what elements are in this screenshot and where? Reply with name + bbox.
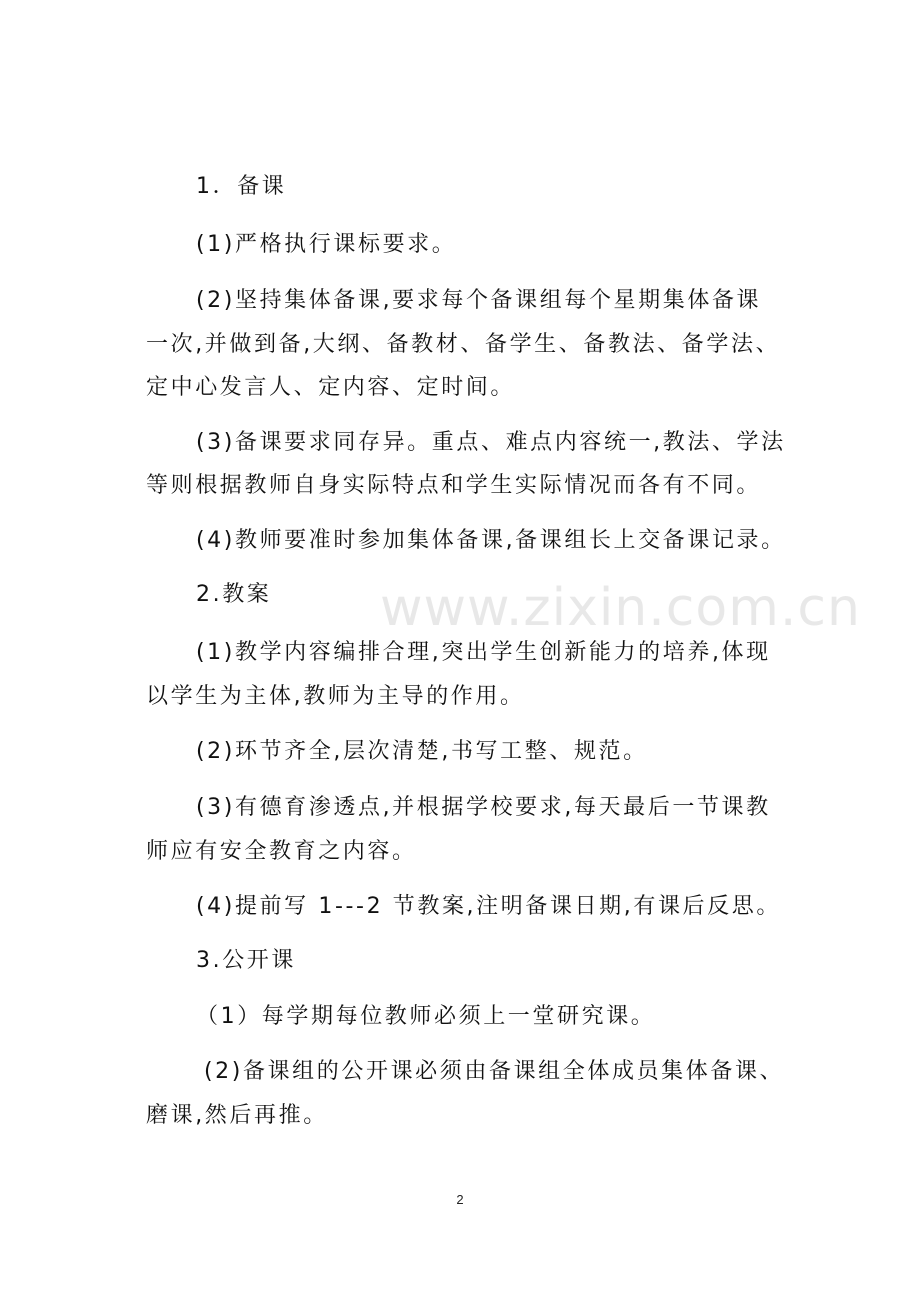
paragraph-line: (2)坚持集体备课,要求每个备课组每个星期集体备课	[196, 288, 762, 313]
paragraph-line: 一次,并做到备,大纲、备教材、备学生、备教法、备学法、	[146, 332, 781, 357]
paragraph-line: (3)备课要求同存异。重点、难点内容统一,教法、学法	[196, 430, 786, 455]
section-heading-2: 2.教案	[196, 582, 272, 607]
paragraph-line: (4)提前写 1---2 节教案,注明备课日期,有课后反思。	[196, 894, 781, 919]
paragraph-line: （1）每学期每位教师必须上一堂研究课。	[196, 1004, 656, 1029]
paragraph-line: (2)备课组的公开课必须由备课组全体成员集体备课、	[204, 1059, 785, 1084]
paragraph-line: (2)环节齐全,层次清楚,书写工整、规范。	[196, 739, 648, 764]
paragraph-line: (4)教师要准时参加集体备课,备课组长上交备课记录。	[196, 528, 786, 553]
paragraph-line: (1)教学内容编排合理,突出学生创新能力的培养,体现	[196, 640, 771, 665]
paragraph-line: 磨课,然后再推。	[146, 1103, 328, 1128]
section-heading-3: 3.公开课	[196, 948, 296, 973]
page-number: 2	[456, 1192, 464, 1207]
watermark: www.zixin.com.cn	[380, 578, 861, 638]
section-heading-1: 1．备课	[196, 174, 287, 199]
paragraph-line: 等则根据教师自身实际特点和学生实际情况而各有不同。	[146, 473, 762, 498]
paragraph-line: 定中心发言人、定内容、定时间。	[146, 375, 516, 400]
paragraph-line: (1)严格执行课标要求。	[196, 232, 457, 257]
paragraph-line: 师应有安全教育之内容。	[146, 839, 417, 864]
paragraph-line: (3)有德育渗透点,并根据学校要求,每天最后一节课教	[196, 795, 771, 820]
paragraph-line: 以学生为主体,教师为主导的作用。	[146, 684, 525, 709]
